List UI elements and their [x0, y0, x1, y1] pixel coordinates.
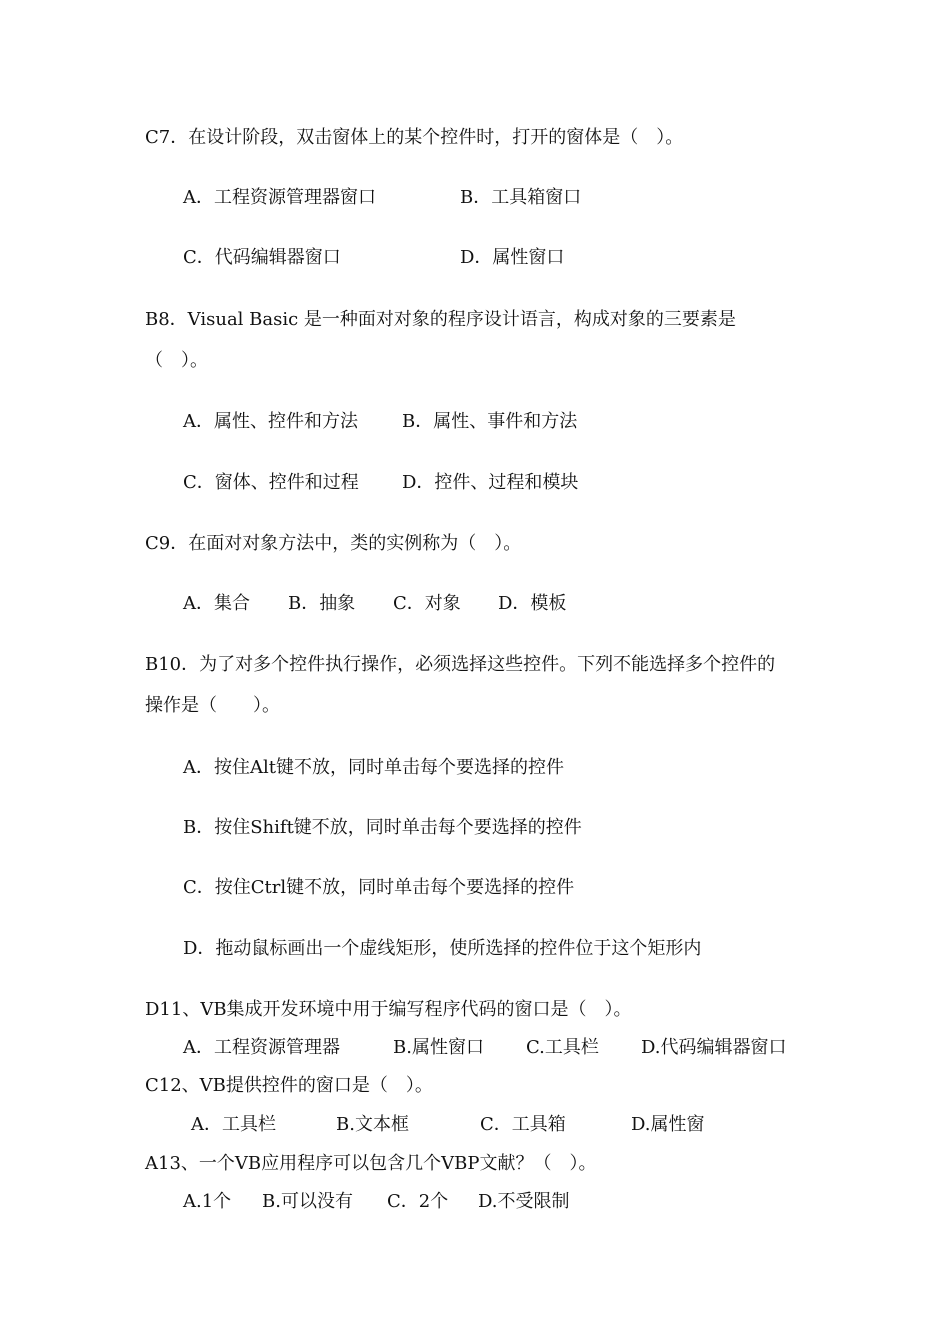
question-12-option-b: B.文本框 [336, 1114, 409, 1135]
question-7-option-a: A．工程资源管理器窗口 [183, 187, 376, 208]
question-9-stem: C9．在面对对象方法中，类的实例称为（ ）。 [145, 533, 522, 554]
question-10-option-d: D．拖动鼠标画出一个虚线矩形，使所选择的控件位于这个矩形内 [183, 938, 702, 959]
question-10-stem-line-1: B10．为了对多个控件执行操作，必须选择这些控件。下列不能选择多个控件的 [145, 654, 776, 675]
question-9-option-c: C．对象 [393, 593, 461, 614]
question-8-option-c: C．窗体、控件和过程 [183, 472, 359, 493]
question-7-stem: C7．在设计阶段，双击窗体上的某个控件时，打开的窗体是（ ）。 [145, 127, 684, 148]
question-13-option-d: D.不受限制 [478, 1191, 570, 1212]
question-10-option-c: C．按住Ctrl键不放，同时单击每个要选择的控件 [183, 877, 575, 898]
question-10-stem-line-2: 操作是（ ）。 [145, 695, 280, 716]
question-11-option-b: B.属性窗口 [393, 1037, 484, 1058]
question-9-option-a: A．集合 [183, 593, 250, 614]
question-7-option-d: D．属性窗口 [460, 247, 565, 268]
question-9-option-b: B．抽象 [288, 593, 356, 614]
question-11-option-a: A．工程资源管理器 [183, 1037, 340, 1058]
question-8-stem-line-2: （ ）。 [145, 350, 208, 371]
question-7-option-c: C．代码编辑器窗口 [183, 247, 341, 268]
question-8-option-d: D．控件、过程和模块 [402, 472, 579, 493]
question-13-option-b: B.可以没有 [262, 1191, 353, 1212]
question-10-option-a: A．按住Alt键不放，同时单击每个要选择的控件 [183, 757, 564, 778]
question-9-option-d: D．模板 [498, 593, 567, 614]
question-13-option-c: C．2个 [387, 1191, 449, 1212]
question-8-stem-line-1: B8．Visual Basic 是一种面对对象的程序设计语言，构成对象的三要素是 [145, 309, 736, 330]
question-12-option-a: A．工具栏 [191, 1114, 276, 1135]
question-12-stem: C12、VB提供控件的窗口是（ ）。 [145, 1075, 433, 1096]
question-12-option-d: D.属性窗 [631, 1114, 705, 1135]
question-11-stem: D11、VB集成开发环境中用于编写程序代码的窗口是（ ）。 [145, 999, 632, 1020]
question-11-option-d: D.代码编辑器窗口 [641, 1037, 787, 1058]
question-13-option-a: A.1个 [183, 1191, 232, 1212]
question-13-stem: A13、一个VB应用程序可以包含几个VBP文献？（ ）。 [145, 1153, 597, 1174]
question-7-option-b: B．工具箱窗口 [460, 187, 582, 208]
question-11-option-c: C.工具栏 [526, 1037, 599, 1058]
question-8-option-b: B．属性、事件和方法 [402, 411, 578, 432]
question-12-option-c: C．工具箱 [480, 1114, 566, 1135]
question-8-option-a: A．属性、控件和方法 [183, 411, 358, 432]
question-10-option-b: B．按住Shift键不放，同时单击每个要选择的控件 [183, 817, 582, 838]
